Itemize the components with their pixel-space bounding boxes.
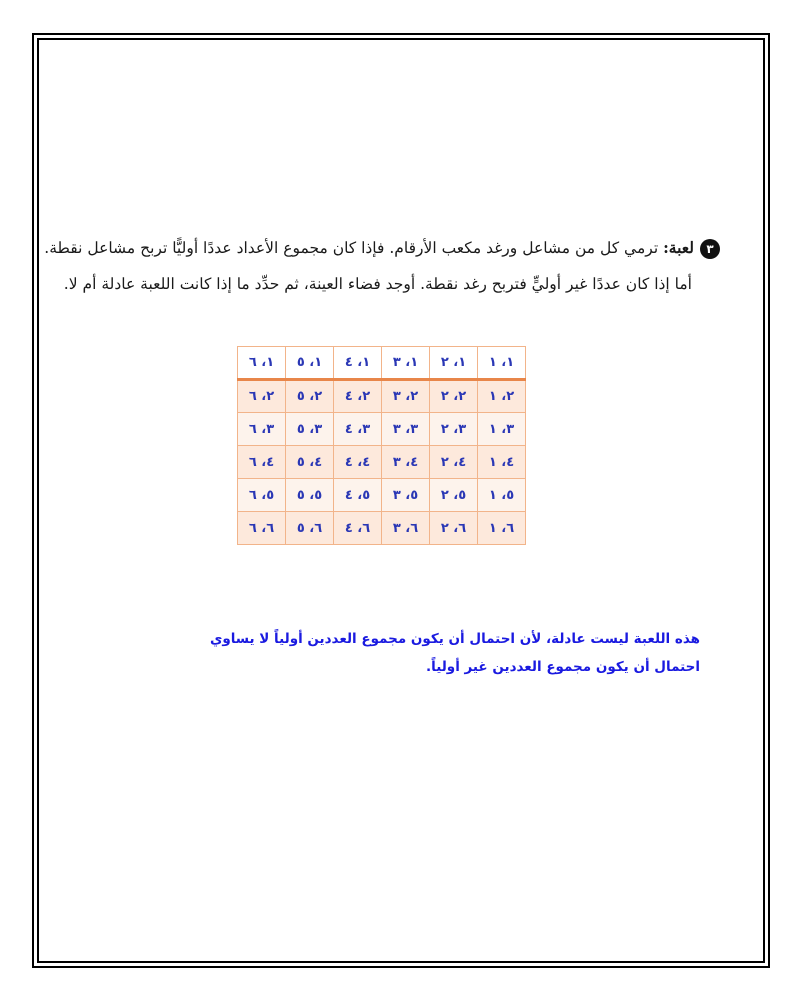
answer-block [140,625,700,681]
table-cell: ٣، ٢ [430,413,478,446]
table-row [238,512,526,545]
table-cell: ١، ٦ [238,347,286,380]
question-text-1: ترمي كل من مشاعل ورغد مكعب الأرقام. فإذا كان مجموع الأعداد عددًا أوليًّا تربح مشاعل نقطة. [44,239,659,257]
sample-space-table-body [238,347,526,545]
table-cell: ٤، ٣ [382,446,430,479]
table-cell: ٤، ١ [478,446,526,479]
table-cell: ٤، ٥ [286,446,334,479]
question-line-2: أما إذا كان عددًا غير أوليٍّ فتربح رغد نقطة. أوجد فضاء العينة، ثم حدِّد ما إذا كانت اللعبة عادلة أم لا. [63,275,692,293]
table-cell: ١، ٣ [382,347,430,380]
table-cell: ٦، ١ [478,512,526,545]
table-cell: ٢، ٤ [334,380,382,413]
table-cell: ٦، ٣ [382,512,430,545]
table-cell: ٥، ٦ [238,479,286,512]
table-row [238,446,526,479]
table-cell: ٣، ٣ [382,413,430,446]
table-cell: ٥، ٥ [286,479,334,512]
question-label: لعبة: [663,238,694,257]
table-row [238,413,526,446]
table-cell: ٦، ٢ [430,512,478,545]
table-cell: ٤، ٢ [430,446,478,479]
table-cell: ١، ١ [478,347,526,380]
answer-line-1: هذه اللعبة ليست عادلة، لأن احتمال أن يكون مجموع العددين أولياً لا يساوي [209,631,700,647]
table-cell: ٣، ١ [478,413,526,446]
table-cell: ٣، ٥ [286,413,334,446]
table-cell: ٢، ٣ [382,380,430,413]
table-cell: ٣، ٦ [238,413,286,446]
table-cell: ٤، ٦ [238,446,286,479]
table-cell: ٤، ٤ [334,446,382,479]
question-line-1 [44,230,720,266]
sample-space-table [237,346,526,545]
table-row [238,380,526,413]
table-cell: ٢، ١ [478,380,526,413]
question-number-badge: ٣ [700,239,720,259]
table-cell: ١، ٤ [334,347,382,380]
table-cell: ٥، ٢ [430,479,478,512]
table-cell: ٥، ٣ [382,479,430,512]
table-cell: ٢، ٦ [238,380,286,413]
table-cell: ٥، ١ [478,479,526,512]
table-cell: ١، ٢ [430,347,478,380]
table-cell: ٦، ٥ [286,512,334,545]
table-cell: ٢، ٢ [430,380,478,413]
table-row [238,479,526,512]
table-cell: ١، ٥ [286,347,334,380]
table-cell: ٢، ٥ [286,380,334,413]
answer-line-2: احتمال أن يكون مجموع العددين غير أولياً. [426,659,700,675]
table-cell: ٣، ٤ [334,413,382,446]
table-row [238,347,526,380]
table-cell: ٦، ٦ [238,512,286,545]
question-block [44,230,720,302]
table-cell: ٦، ٤ [334,512,382,545]
table-cell: ٥، ٤ [334,479,382,512]
